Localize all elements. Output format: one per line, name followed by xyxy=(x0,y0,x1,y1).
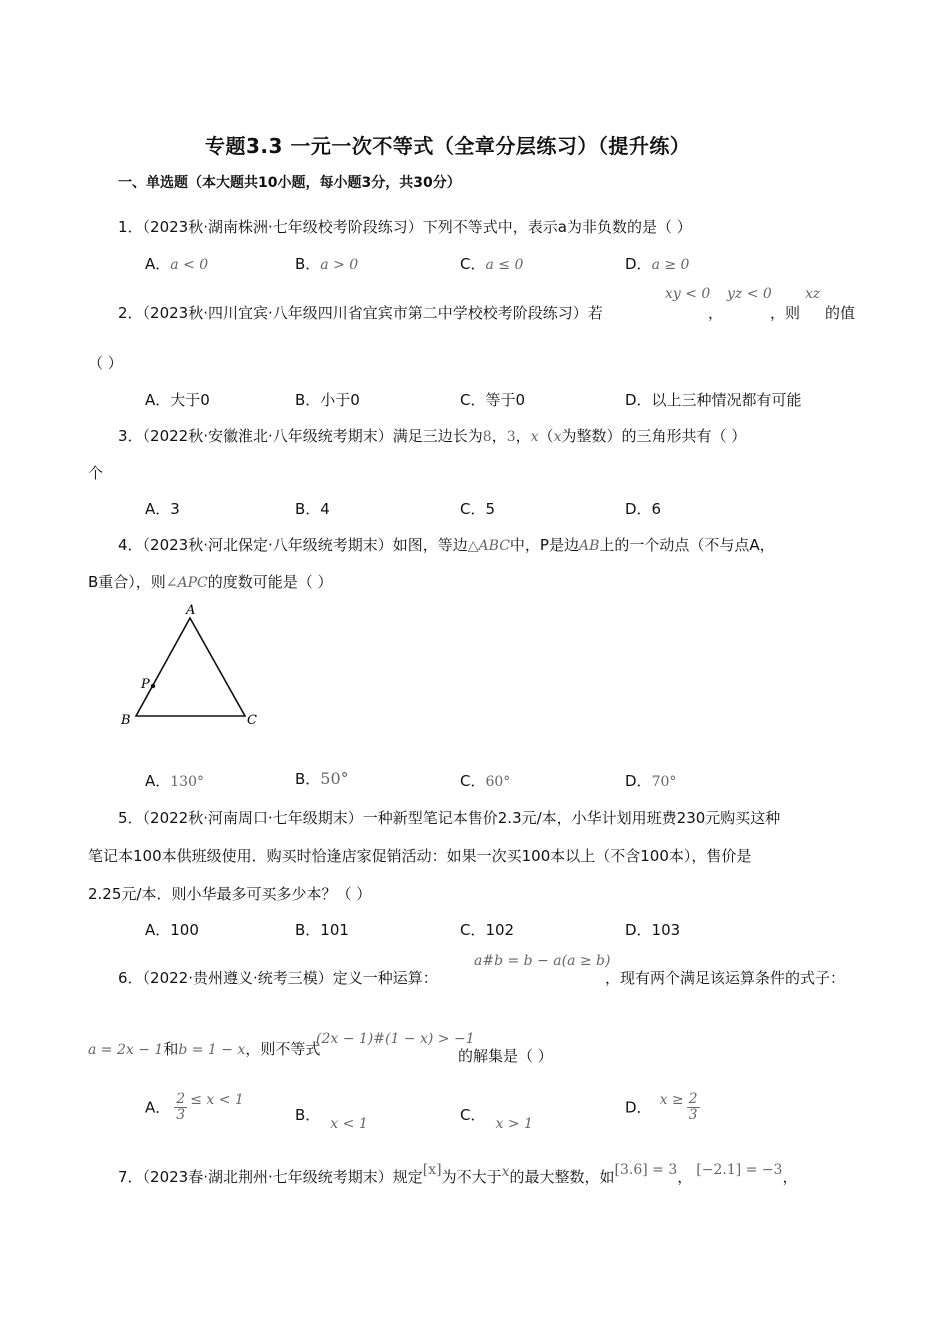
question-2-option-d: D．以上三种情况都有可能 xyxy=(625,391,802,409)
question-6-option-d: D． x ≥ $\frac{2}{3}$ xyxy=(625,1091,698,1124)
question-1-stem: 1．（2023秋·湖南株洲·七年级校考阶段练习）下列不等式中，表示a为非负数的是（ ） xyxy=(118,218,692,236)
question-7-stem: 7．（2023春·湖北荆州·七年级统考期末）规定[x]为不大于x的最大整数，如[3.6] = 3， [−2.1] = −3， xyxy=(118,1162,798,1186)
question-6-stem: 6．（2022·贵州遵义·统考三模）定义一种运算： xyxy=(118,969,438,987)
question-2-sep-1: ， xyxy=(708,304,724,322)
question-2-tail: 的值 xyxy=(825,304,856,322)
question-3-option-c: C．5 xyxy=(460,500,496,518)
question-1-option-a: A．a < 0 xyxy=(145,255,209,273)
label-b: B xyxy=(121,713,131,728)
question-3-stem: 3．（2022秋·安徽淮北·八年级统考期末）满足三边长为8，3，x（x为整数）的三角形共有（ ） xyxy=(118,427,747,445)
question-2-stem: 2．（2023秋·四川宜宾·八年级四川省宜宾市第二中学校校考阶段练习）若 xyxy=(118,304,603,322)
label-c: C xyxy=(247,713,257,728)
label-a: A xyxy=(186,603,196,618)
question-1-option-c: C．a ≤ 0 xyxy=(460,255,524,273)
question-6-stem-tail: ，现有两个满足该运算条件的式子： xyxy=(605,969,846,987)
question-5-option-c: C．102 xyxy=(460,921,515,939)
question-5-line-3: 2.25元/本．则小华最多可买多少本？（ ） xyxy=(88,885,372,903)
question-2-option-c: C．等于0 xyxy=(460,391,526,409)
question-4-option-b: B．50° xyxy=(295,769,349,788)
question-2-math-xz: xz xyxy=(805,286,821,302)
question-5-option-d: D．103 xyxy=(625,921,681,939)
question-1-option-b: B．a > 0 xyxy=(295,255,359,273)
question-6-option-a: A． $\frac{2}{3}$ ≤ x < 1 xyxy=(145,1091,244,1124)
question-2-option-b: B．小于0 xyxy=(295,391,360,409)
triangle-figure xyxy=(115,600,265,735)
question-4-continuation: B重合），则∠APC的度数可能是（ ） xyxy=(88,573,333,591)
question-4-option-a: A．130° xyxy=(145,772,204,790)
question-4-option-c: C．60° xyxy=(460,772,511,790)
question-1-option-d: D．a ≥ 0 xyxy=(625,255,690,273)
triangle-abc xyxy=(136,618,245,716)
question-2-sep-2: ，则 xyxy=(770,304,801,322)
question-6-line-2: a = 2x − 1和b = 1 − x，则不等式 xyxy=(88,1040,321,1058)
question-2-option-a: A．大于0 xyxy=(145,391,210,409)
question-5-option-b: B．101 xyxy=(295,921,349,939)
section-header: 一、单选题（本大题共10小题，每小题3分，共30分） xyxy=(118,175,461,191)
question-6-option-c: C． x > 1 xyxy=(460,1106,533,1132)
question-4-stem: 4．（2023秋·河北保定·八年级统考期末）如图，等边△ABC中，P是边AB上的一个动点（不与点A， xyxy=(118,536,775,554)
question-2-continuation: （ ） xyxy=(88,354,123,372)
page-title: 专题3.3 一元一次不等式（全章分层练习）（提升练） xyxy=(205,134,691,158)
question-3-option-b: B．4 xyxy=(295,500,330,518)
question-2-math-xy: xy < 0 xyxy=(665,286,711,302)
question-3-option-a: A．3 xyxy=(145,500,180,518)
question-5-line-2: 笔记本100本供班级使用．购买时恰逢店家促销活动：如果一次买100本以上（不含100本），售价是 xyxy=(88,847,752,865)
question-6-operation-def: a#b = b − a(a ≥ b) xyxy=(474,953,611,969)
question-3-continuation: 个 xyxy=(88,464,104,482)
question-6-option-b: B． x < 1 xyxy=(295,1106,368,1132)
point-p xyxy=(151,684,155,688)
question-4-option-d: D．70° xyxy=(625,772,677,790)
question-5-option-a: A．100 xyxy=(145,921,199,939)
question-6-inequality: (2x − 1)#(1 − x) > −1 xyxy=(316,1031,475,1047)
question-6-tail: 的解集是（ ） xyxy=(458,1047,553,1065)
label-p: P xyxy=(141,677,150,692)
question-3-option-d: D．6 xyxy=(625,500,662,518)
question-5-line-1: 5．（2022秋·河南周口·七年级期末）一种新型笔记本售价2.3元/本，小华计划用班费230元购买这种 xyxy=(118,809,781,827)
question-2-math-yz: yz < 0 xyxy=(727,286,772,302)
